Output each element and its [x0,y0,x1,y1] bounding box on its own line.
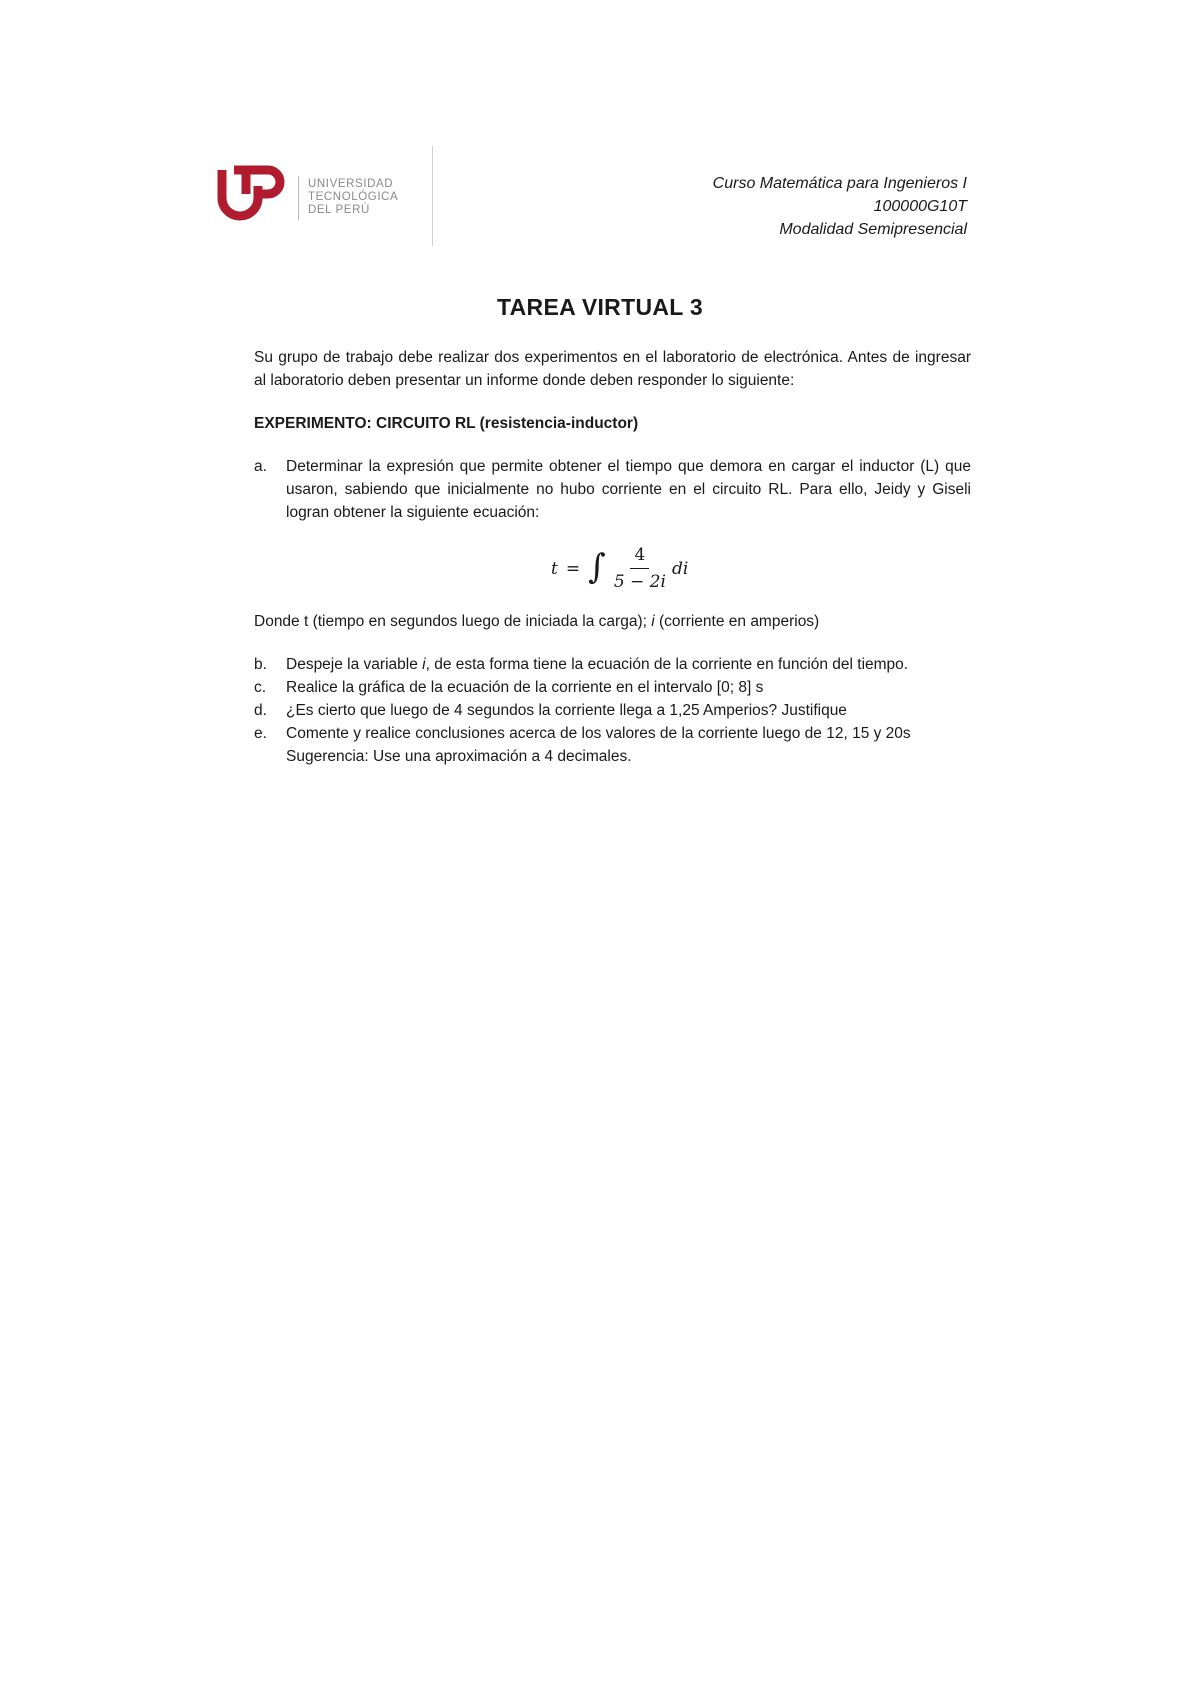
header-divider [432,146,433,246]
definitions-text: Donde t (tiempo en segundos luego de iniciada la carga); [254,613,652,630]
list-item-text [286,653,971,676]
fraction-denominator: 5 − 2i [613,572,666,592]
course-code: 100000G10T [873,198,967,215]
university-name-line: UNIVERSIDAD [308,178,394,190]
list-item-text: Realice la gráfica de la ecuación de la corriente en el intervalo [0; 8] s [286,679,764,696]
equation [254,538,971,600]
list-item-text: ¿Es cierto que luego de 4 segundos la corriente llega a 1,25 Amperios? Justifique [286,702,847,719]
list-marker: c. [254,679,267,696]
utp-logo-icon [216,164,292,230]
intro-paragraph: Su grupo de trabajo debe realizar dos experimentos en el laboratorio de electrónica. Antes de ingresar al laboratorio deben presentar un informe donde deben responder lo siguiente: [254,349,971,389]
item-text: Comente y realice conclusiones acerca de los valores de la corriente luego de 12, 15 y 20s [286,725,911,742]
equation-lhs: t [551,558,558,579]
variable-definitions [254,610,971,633]
list-item [254,722,971,768]
course-modality: Modalidad Semipresencial [779,221,967,238]
fraction-numerator: 4 [630,544,649,569]
definitions-variable: i [651,613,655,630]
equation-fraction [610,544,670,594]
item-text: Despeje la variable [286,656,423,673]
question-list [254,455,971,524]
question-list [254,653,971,768]
list-item-text [286,722,971,768]
university-name [308,178,398,217]
page-title: TAREA VIRTUAL 3 [497,294,703,320]
university-name-line: DEL PERÚ [308,204,370,216]
section-title: EXPERIMENTO: CIRCUITO RL (resistencia-inductor) [254,415,639,432]
item-note: Sugerencia: Use una aproximación a 4 decimales. [286,748,632,765]
university-name-line: TECNOLÓGICA [308,191,399,203]
list-item [254,699,971,722]
definitions-text: (corriente en amperios) [654,613,820,630]
university-logo [216,146,434,246]
item-text: , de esta forma tiene la ecuación de la corriente en función del tiempo. [425,656,909,673]
integral-sign: ∫ [588,547,606,587]
assignment-body [254,346,971,768]
list-item-text: Determinar la expresión que permite obtener el tiempo que demora en cargar el inductor (L) que usaron, sabiendo que inicialmente no hubo corriente en el circuito RL. Para ello, Jeidy y Giseli logran obtener la siguiente ecuación: [286,458,971,521]
logo-divider [298,176,299,220]
list-marker: d. [254,702,267,719]
list-marker: e. [254,725,267,742]
list-item [254,676,971,699]
course-name: Curso Matemática para Ingenieros I [712,175,967,192]
list-item [254,653,971,676]
list-marker: b. [254,656,267,673]
equation-expression [551,544,688,594]
equation-equals: = [565,558,581,579]
equation-differential: di [671,558,689,579]
list-marker: a. [254,458,267,475]
course-info [713,172,967,241]
item-variable: i [422,656,426,673]
list-item [254,455,971,524]
